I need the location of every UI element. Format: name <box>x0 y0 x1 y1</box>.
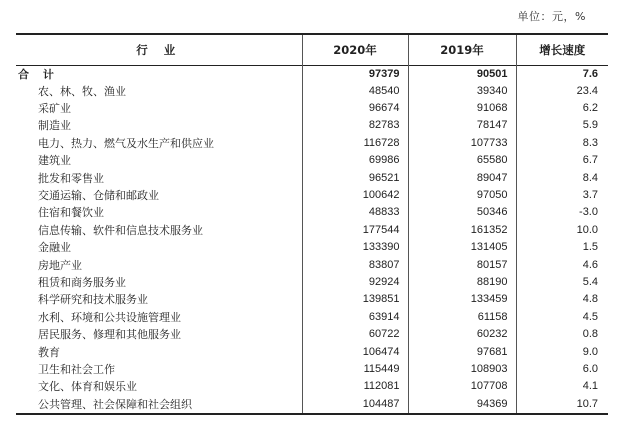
header-industry: 行 业 <box>136 42 182 57</box>
cell-2019: 60232 <box>408 326 516 343</box>
table-row <box>16 169 608 186</box>
cell-industry: 住宿和餐饮业 <box>38 206 104 220</box>
cell-growth-rate: 9.0 <box>516 343 608 360</box>
table-row <box>16 378 608 395</box>
table-row <box>16 117 608 134</box>
cell-growth-rate: 5.4 <box>516 274 608 291</box>
cell-2019: 97681 <box>408 343 516 360</box>
cell-2019: 161352 <box>408 222 516 239</box>
wage-table <box>16 33 608 415</box>
cell-growth-rate: 3.7 <box>516 187 608 204</box>
cell-industry: 采矿业 <box>38 102 71 116</box>
table-row <box>16 361 608 378</box>
cell-growth-rate: 10.7 <box>516 396 608 414</box>
cell-industry: 制造业 <box>38 119 71 133</box>
cell-2019: 107708 <box>408 378 516 395</box>
cell-growth-rate: 23.4 <box>516 83 608 100</box>
cell-2020: 82783 <box>302 117 408 134</box>
cell-2019: 78147 <box>408 117 516 134</box>
cell-2020: 106474 <box>302 343 408 360</box>
cell-2020: 100642 <box>302 187 408 204</box>
cell-growth-rate: 8.4 <box>516 169 608 186</box>
table-row <box>16 256 608 273</box>
header-growth-rate: 增长速度 <box>516 34 608 65</box>
cell-industry: 文化、体育和娱乐业 <box>38 380 137 394</box>
cell-growth-rate: 6.2 <box>516 100 608 117</box>
cell-2019: 61158 <box>408 309 516 326</box>
cell-growth-rate: 0.8 <box>516 326 608 343</box>
table-row <box>16 291 608 308</box>
table-row <box>16 239 608 256</box>
cell-2019: 91068 <box>408 100 516 117</box>
table-row <box>16 83 608 100</box>
cell-2019: 39340 <box>408 83 516 100</box>
table-row <box>16 309 608 326</box>
table-row <box>16 222 608 239</box>
table-row <box>16 187 608 204</box>
cell-2020: 69986 <box>302 152 408 169</box>
cell-industry: 租赁和商务服务业 <box>38 275 126 289</box>
cell-industry: 建筑业 <box>38 154 71 168</box>
cell-growth-rate: 4.1 <box>516 378 608 395</box>
cell-2020: 83807 <box>302 256 408 273</box>
cell-industry: 合 计 <box>18 67 59 81</box>
cell-growth-rate: 4.8 <box>516 291 608 308</box>
header-row <box>16 34 608 65</box>
cell-growth-rate: 4.6 <box>516 256 608 273</box>
cell-2020: 48540 <box>302 83 408 100</box>
cell-industry: 信息传输、软件和信息技术服务业 <box>38 223 203 237</box>
cell-growth-rate: -3.0 <box>516 204 608 221</box>
cell-2020: 139851 <box>302 291 408 308</box>
cell-2020: 133390 <box>302 239 408 256</box>
table-row <box>16 326 608 343</box>
cell-industry: 农、林、牧、渔业 <box>38 84 126 98</box>
cell-2019: 97050 <box>408 187 516 204</box>
unit-note: 单位：元，% <box>517 10 586 23</box>
cell-2020: 116728 <box>302 135 408 152</box>
cell-industry: 房地产业 <box>38 258 82 272</box>
header-2020: 2020年 <box>302 34 408 65</box>
cell-2020: 60722 <box>302 326 408 343</box>
table-row <box>16 204 608 221</box>
cell-2020: 104487 <box>302 396 408 414</box>
cell-2019: 131405 <box>408 239 516 256</box>
table-row <box>16 100 608 117</box>
cell-2020: 97379 <box>302 65 408 83</box>
cell-2020: 48833 <box>302 204 408 221</box>
cell-2020: 96521 <box>302 169 408 186</box>
cell-growth-rate: 5.9 <box>516 117 608 134</box>
cell-2019: 65580 <box>408 152 516 169</box>
cell-growth-rate: 1.5 <box>516 239 608 256</box>
cell-industry: 教育 <box>38 345 60 359</box>
table-row <box>16 152 608 169</box>
cell-2020: 177544 <box>302 222 408 239</box>
cell-2019: 50346 <box>408 204 516 221</box>
cell-2019: 90501 <box>408 65 516 83</box>
cell-2020: 92924 <box>302 274 408 291</box>
cell-growth-rate: 7.6 <box>516 65 608 83</box>
cell-2019: 94369 <box>408 396 516 414</box>
table-row <box>16 343 608 360</box>
cell-industry: 居民服务、修理和其他服务业 <box>38 328 181 342</box>
cell-2020: 115449 <box>302 361 408 378</box>
table-row <box>16 274 608 291</box>
cell-2019: 80157 <box>408 256 516 273</box>
cell-industry: 水利、环境和公共设施管理业 <box>38 310 181 324</box>
cell-2019: 88190 <box>408 274 516 291</box>
cell-industry: 科学研究和技术服务业 <box>38 293 148 307</box>
table-row <box>16 135 608 152</box>
cell-2019: 89047 <box>408 169 516 186</box>
cell-growth-rate: 8.3 <box>516 135 608 152</box>
total-row <box>16 65 608 83</box>
cell-industry: 公共管理、社会保障和社会组织 <box>38 397 192 411</box>
header-2019: 2019年 <box>408 34 516 65</box>
cell-industry: 电力、热力、燃气及水生产和供应业 <box>38 136 214 150</box>
cell-growth-rate: 10.0 <box>516 222 608 239</box>
cell-growth-rate: 4.5 <box>516 309 608 326</box>
cell-growth-rate: 6.0 <box>516 361 608 378</box>
cell-2019: 133459 <box>408 291 516 308</box>
cell-2020: 63914 <box>302 309 408 326</box>
cell-growth-rate: 6.7 <box>516 152 608 169</box>
cell-industry: 卫生和社会工作 <box>38 362 115 376</box>
cell-industry: 金融业 <box>38 241 71 255</box>
cell-2020: 112081 <box>302 378 408 395</box>
cell-2019: 108903 <box>408 361 516 378</box>
table-body <box>16 65 608 414</box>
table-header <box>16 34 608 65</box>
cell-2019: 107733 <box>408 135 516 152</box>
cell-2020: 96674 <box>302 100 408 117</box>
cell-industry: 批发和零售业 <box>38 171 104 185</box>
cell-industry: 交通运输、仓储和邮政业 <box>38 189 159 203</box>
table-row <box>16 396 608 414</box>
